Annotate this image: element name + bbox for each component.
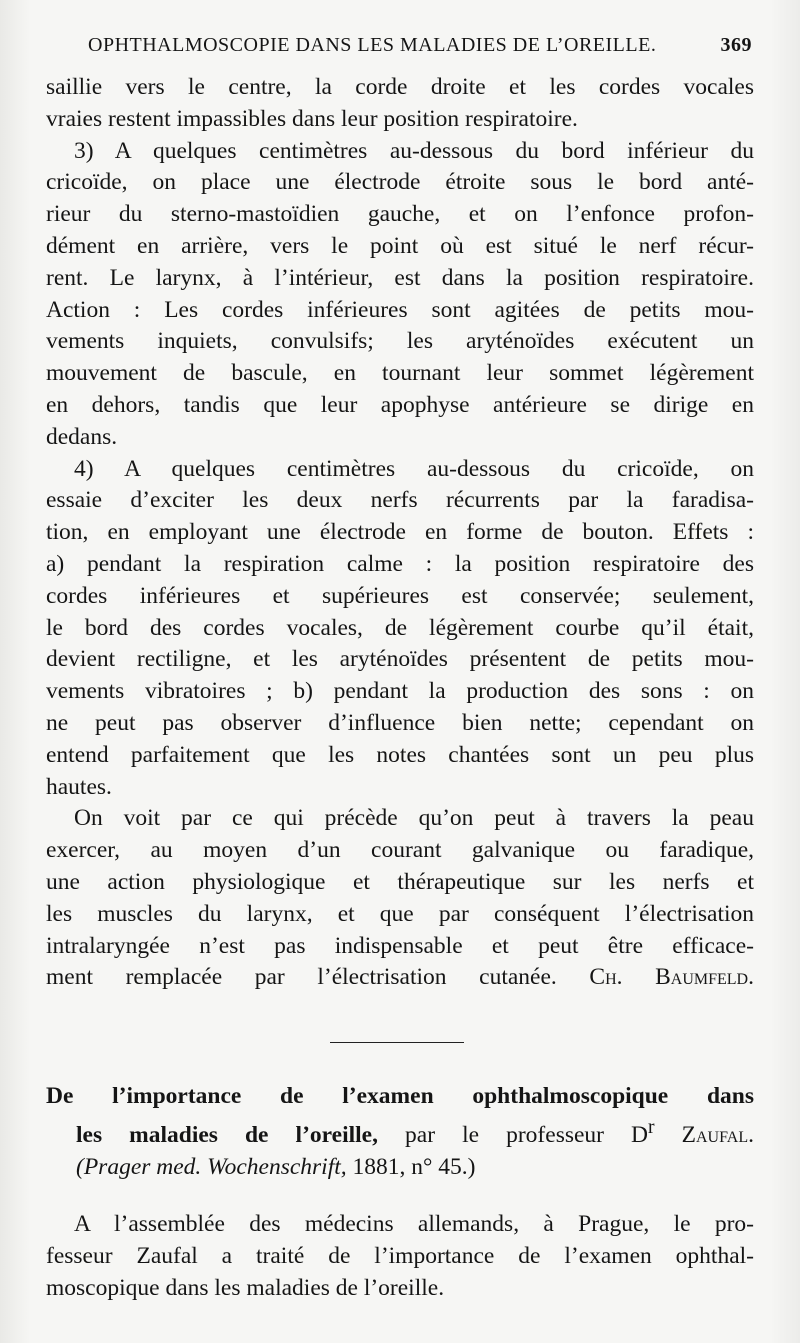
citation-journal: (Prager med. Wochenschrift, — [76, 1153, 347, 1180]
text-line: le bord des cordes vocales, de légèrement courbe qu’il était, — [46, 614, 754, 641]
heading-title-cont: les maladies de l’oreille, — [76, 1121, 378, 1148]
text-line: ne peut pas observer d’influence bien nette; cependant on — [46, 709, 754, 736]
text-line: moscopique dans les maladies de l’oreille. — [46, 1274, 445, 1301]
author-signature: Ch. Baumfeld. — [589, 964, 754, 991]
text-line: exercer, au moyen d’un courant galvanique ou faradique, — [46, 837, 754, 864]
text-line: A l’assemblée des médecins allemands, à Prague, le pro- — [74, 1211, 754, 1237]
text-line: cordes inférieures et supérieures est conservée; seulement, — [46, 582, 754, 609]
text-line: mouvement de bascule, en tournant leur sommet légèrement — [46, 360, 754, 387]
text-line: 4) A quelques centimètres au-dessous du cricoïde, on — [74, 455, 754, 482]
text-line: essaie d’exciter les deux nerfs récurrents par la faradisa- — [46, 487, 754, 514]
text-line: a) pendant la respiration calme : la position respiratoire des — [46, 550, 754, 577]
text-line: rieur du sterno-mastoïdien gauche, et on l’enfonce profon- — [46, 201, 754, 228]
running-title: OPHTHALMOSCOPIE DANS LES MALADIES DE L’OREILLE. — [88, 34, 657, 56]
heading-line — [46, 1080, 754, 1112]
text-line: saillie vers le centre, la corde droite et les cordes vocales — [46, 74, 754, 100]
text-line: les muscles du larynx, et que par conséquent l’électrisation — [46, 900, 754, 927]
text-line: vements vibratoires ; b) pendant la production des sons : on — [46, 678, 754, 705]
heading-byline: par le professeur D — [377, 1121, 649, 1148]
text-line: hautes. — [46, 773, 112, 800]
text-line: devient rectiligne, et les aryténoïdes présentent de petits mou- — [46, 646, 754, 673]
text-line: Action : Les cordes inférieures sont agitées de petits mou- — [46, 296, 754, 323]
text-line: en dehors, tandis que leur apophyse antérieure se dirige en — [46, 391, 754, 418]
text-line: intralaryngée n’est pas indispensable et peut être efficace- — [46, 932, 754, 959]
text-line: tion, en employant une électrode en forme de bouton. Effets : — [46, 519, 754, 546]
text-line: rent. Le larynx, à l’intérieur, est dans la position respiratoire. — [46, 264, 754, 291]
body-text — [46, 72, 754, 994]
text-line: une action physiologique et thérapeutique sur les nerfs et — [46, 868, 754, 895]
text-line: cricoïde, on place une électrode étroite sous le bord anté- — [46, 169, 754, 196]
citation-rest: 1881, n° 45.) — [346, 1153, 476, 1180]
running-head — [88, 34, 752, 64]
citation-line — [46, 1151, 754, 1183]
section-divider — [330, 1042, 464, 1043]
text-line: 3) A quelques centimètres au-dessous du bord inférieur du — [74, 137, 754, 164]
heading-author: Zaufal. — [654, 1121, 754, 1148]
text-line: On voit par ce qui précède qu’on peut à travers la peau — [74, 805, 754, 832]
page-number: 369 — [720, 34, 752, 56]
text-line: vements inquiets, convulsifs; les aryténoïdes exécutent un — [46, 328, 754, 355]
article-heading — [46, 1080, 754, 1183]
text-line: dedans. — [46, 423, 118, 450]
text-line: dément en arrière, vers le point où est situé le nerf récur- — [46, 232, 754, 259]
heading-sup: r — [648, 1117, 655, 1138]
text-line: entend parfaitement que les notes chantées sont un peu plus — [46, 741, 754, 768]
text-line: ment remplacée par l’électrisation cutanée. — [46, 964, 557, 991]
text-line: fesseur Zaufal a traité de l’importance de l’examen ophthal- — [46, 1242, 754, 1269]
heading-line — [46, 1112, 754, 1151]
signature-line — [46, 962, 754, 994]
text-line: vraies restent impassibles dans leur position respiratoire. — [46, 105, 578, 132]
article-paragraph — [46, 1208, 754, 1303]
heading-title: De l’importance de l’examen ophthalmoscopique dans — [46, 1083, 754, 1109]
